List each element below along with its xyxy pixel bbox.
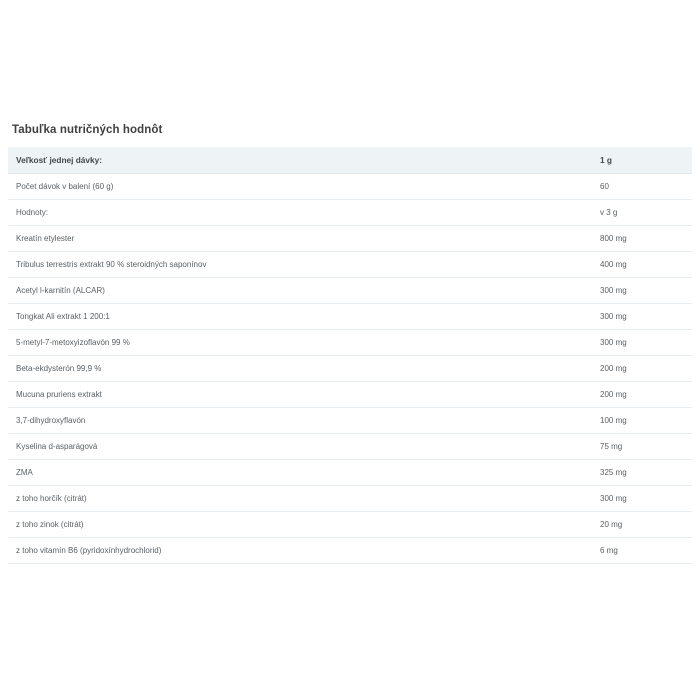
table-row [8, 460, 692, 486]
row-label: Mucuna pruriens extrakt [8, 382, 592, 408]
table-row [8, 486, 692, 512]
table-row [8, 278, 692, 304]
table-row [8, 434, 692, 460]
table-row [8, 200, 692, 226]
table-body [8, 174, 692, 564]
row-value: 300 mg [592, 304, 692, 330]
row-label: ZMA [8, 460, 592, 486]
row-value: 400 mg [592, 252, 692, 278]
row-label: Tongkat Ali extrakt 1 200:1 [8, 304, 592, 330]
row-label: Tribulus terrestris extrakt 90 % steroidných saponínov [8, 252, 592, 278]
table-row [8, 382, 692, 408]
row-value: 20 mg [592, 512, 692, 538]
row-value: 6 mg [592, 538, 692, 564]
row-label: z toho zinok (citrát) [8, 512, 592, 538]
row-label: Počet dávok v balení (60 g) [8, 174, 592, 200]
row-label: Kreatín etylester [8, 226, 592, 252]
row-label: 5-metyl-7-metoxyizoflavón 99 % [8, 330, 592, 356]
table-row [8, 538, 692, 564]
row-label: Kyselina d-asparágová [8, 434, 592, 460]
nutrition-facts-table [8, 147, 692, 564]
row-value: 75 mg [592, 434, 692, 460]
row-label: Acetyl l-karnitín (ALCAR) [8, 278, 592, 304]
column-header-amount: 1 g [592, 147, 692, 174]
row-value: 800 mg [592, 226, 692, 252]
table-header [8, 147, 692, 174]
row-value: 60 [592, 174, 692, 200]
row-value: 300 mg [592, 278, 692, 304]
row-label: 3,7-dihydroxyflavón [8, 408, 592, 434]
table-row [8, 174, 692, 200]
table-header-row [8, 147, 692, 174]
row-label: Hodnoty: [8, 200, 592, 226]
row-label: Beta-ekdysterón 99,9 % [8, 356, 592, 382]
page-title: Tabuľka nutričných hodnôt [12, 124, 163, 136]
row-label: z toho horčík (citrát) [8, 486, 592, 512]
table-row [8, 226, 692, 252]
table-row [8, 356, 692, 382]
row-value: v 3 g [592, 200, 692, 226]
table-row [8, 408, 692, 434]
row-value: 325 mg [592, 460, 692, 486]
table-row [8, 252, 692, 278]
row-label: z toho vitamín B6 (pyridoxínhydrochlorid) [8, 538, 592, 564]
row-value: 200 mg [592, 382, 692, 408]
row-value: 300 mg [592, 330, 692, 356]
table-row [8, 304, 692, 330]
row-value: 300 mg [592, 486, 692, 512]
row-value: 200 mg [592, 356, 692, 382]
column-header-serving-size: Veľkosť jednej dávky: [8, 147, 592, 174]
table-row [8, 330, 692, 356]
table-row [8, 512, 692, 538]
row-value: 100 mg [592, 408, 692, 434]
